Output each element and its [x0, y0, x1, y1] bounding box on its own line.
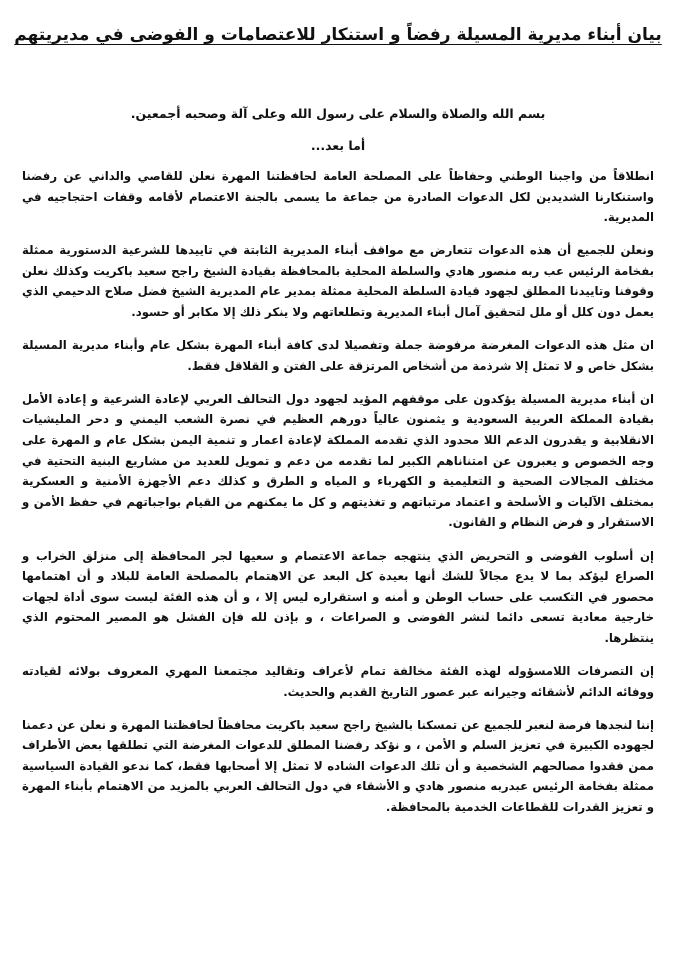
basmala-greeting: بسم الله والصلاة والسلام على رسول الله وعلى آلة وصحبه أجمعين.: [130, 106, 546, 121]
paragraph-2: ونعلن للجميع أن هذه الدعوات تتعارض مع مواقف أبناء المديرية الثابتة في تاييدها للشرعية الدستورية ممثلة بفخامة الرئيس عب ربه منصور هادي والسلطة المحلية بالمحافظة بقيادة الشيخ راجح سعيد باكريت وكذلك نعلن وقوفنا وتاييدنا المطلق لجهود قيادة السلطة المحلية ممثلة بمدير عام المديرية الشيخ فضل صلاح الدحيمي الذي يعمل دون كلل أو ملل لتحقيق آمال أبناء المديرية وتطلعاتهم ولا ينكر ذلك إلا مكابر أو حسود.: [22, 243, 654, 320]
statement-body: [22, 166, 654, 830]
paragraph-5: إن أسلوب الفوضى و التحريض الذي ينتهجه جماعة الاعتصام و سعيها لجر المحافظة إلى منزلق الخراب و الصراع ليؤكد بما لا يدع مجالاً للشك أنها بعيدة كل البعد عن الاهتمام بالمصلحة العامة للبلاد و أن اهتمامها محصور في التكسب على حساب الوطن و أمنه و استقراره ليس إلا ، و أن هذه الفئة ليست سوى أداة لجهات خارجية معادية تسعى دائما لنشر الفوضى و الصراعات ، و بإذن لله فإن الفشل هو المصير المحتوم الذي ينتظرها.: [22, 548, 654, 645]
paragraph-7: إننا لنجدها فرصة لنعبر للجميع عن تمسكنا بالشيخ راجح سعيد باكريت محافظاً لحافظتنا المهرة و نعلن عن دعمنا لجهوده الكبيرة في تعزيز السلم و الأمن ، و نؤكد رفضنا المطلق للدعوات المغرضة التي تطلقها بعض الأطراف ممن فقدوا مصالحهم الشخصية و أن تلك الدعوات الشاده لا تمثل إلا أصحابها فقط، كما ندعو القيادة السياسية ممثلة بفخامة الرئيس عبدربه منصور هادي و الأشقاء في دول التحالف العربي بالمزيد من الاهتمام بأبناء المهرة و تعزيز القدرات للقطاعات الخدمية بالمحافظة.: [22, 717, 654, 815]
paragraph-1: انطلاقاً من واجبنا الوطني وحفاظاً على المصلحة العامة لحافظتنا المهرة نعلن للقاصي والداني عن رفضنا واستنكارنا الشديدين لكل الدعوات الصادرة من جماعة ما يسمى بالجنة الاعتصام لأقامه وقفات احتجاجيه في المديرية.: [22, 169, 654, 225]
amma-bad-heading: أما بعد...: [310, 138, 366, 153]
paragraph-3: ان مثل هذه الدعوات المغرضة مرفوضة جملة وتفصيلا لدى كافة أبناء المهرة بشكل عام وأبناء مديرية المسيلة بشكل خاص و لا تمثل إلا شرذمة من أشخاص المرتزقة على الفتن و القلاقل فقط.: [22, 338, 654, 373]
document-title: بيان أبناء مديرية المسيلة رفضاً و استنكار للاعتصامات و الفوضى في مديريتهم: [14, 25, 662, 45]
paragraph-6: إن التصرفات اللامسؤوله لهذه الفئة مخالفة تمام لأعراف وتقاليد مجتمعنا المهري المعروف بولائه لقيادته ووفائه الدائم لأشقائه وجيرانه عبر عصور التاريخ القديم والحديث.: [22, 663, 654, 699]
paragraph-4: ان أبناء مديرية المسيلة يؤكدون على موقفهم المؤيد لجهود دول التحالف العربي لإعادة الشرعية و إعادة الأمل بقيادة المملكة العربية السعودية و يثمنون عالياً دورهم العظيم في نصرة الشعب اليمني و دحر المليشيات الانقلابية و يقدرون الدعم اللا محدود الذي تقدمه المملكة لإعادة اعمار و تنمية اليمن بشكل عام و المهرة على وجه الخصوص و يعبرون عن امتناناهم الكبير لما تقدمه من دعم و تمويل للعديد من مشاريع البنية التحتية في مختلف المجالات الصحية و التعليمية و الكهرباء و المياه و الطرق و كذلك دعم الأجهزة الأمنية و العسكرية بمختلف الآليات و الأسلحة و اعتماد مرتباتهم و تغذيتهم و كل ما يمكنهم من القيام بواجباتهم في حفظ الأمن و الاستقرار و فرض النظام و القانون.: [22, 391, 654, 530]
